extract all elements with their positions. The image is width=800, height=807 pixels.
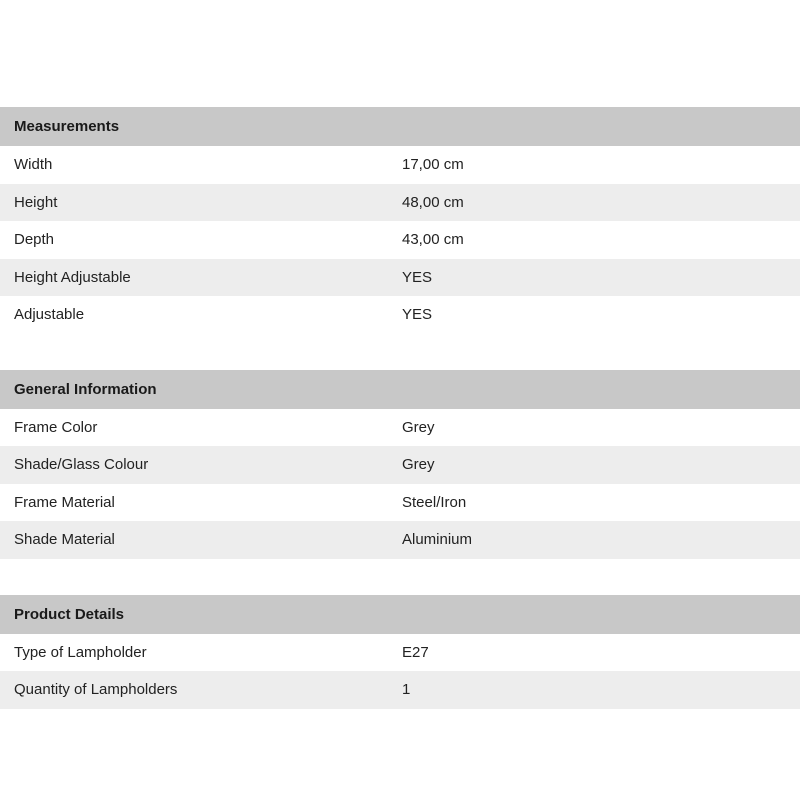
- table-row: [0, 671, 800, 709]
- table-row: [0, 221, 800, 259]
- row-label: Quantity of Lampholders: [14, 681, 178, 699]
- row-value: Grey: [402, 456, 435, 474]
- section-spacer: [0, 559, 800, 595]
- section-header-general-information: General Information: [0, 370, 800, 409]
- row-value: 43,00 cm: [402, 231, 464, 249]
- table-row: [0, 521, 800, 559]
- row-value: 48,00 cm: [402, 193, 464, 211]
- row-value: Aluminium: [402, 531, 473, 549]
- table-row: [0, 296, 800, 334]
- section-header-product-details: Product Details: [0, 595, 800, 634]
- row-value: 17,00 cm: [402, 156, 464, 174]
- row-value: 1: [402, 681, 411, 699]
- table-row: [0, 634, 800, 672]
- row-value: YES: [402, 306, 433, 324]
- section-spacer: [0, 334, 800, 370]
- row-label: Width: [14, 156, 53, 174]
- row-label: Shade/Glass Colour: [14, 456, 149, 474]
- row-label: Height Adjustable: [14, 268, 131, 286]
- section-measurements: [0, 107, 800, 334]
- bottom-spacer: [0, 709, 800, 807]
- table-row: [0, 146, 800, 184]
- table-row: [0, 409, 800, 447]
- top-spacer: [0, 0, 800, 107]
- section-product-details: [0, 595, 800, 709]
- row-value: E27: [402, 643, 429, 661]
- row-label: Shade Material: [14, 531, 115, 549]
- row-label: Adjustable: [14, 306, 85, 324]
- row-value: Steel/Iron: [402, 493, 467, 511]
- row-label: Height: [14, 193, 58, 211]
- table-row: [0, 446, 800, 484]
- table-row: [0, 184, 800, 222]
- section-header-measurements: Measurements: [0, 107, 800, 146]
- table-row: [0, 259, 800, 297]
- row-value: Grey: [402, 418, 435, 436]
- section-general-information: [0, 370, 800, 559]
- row-label: Frame Color: [14, 418, 98, 436]
- table-row: [0, 484, 800, 522]
- row-value: YES: [402, 268, 433, 286]
- row-label: Depth: [14, 231, 55, 249]
- row-label: Frame Material: [14, 493, 115, 511]
- row-label: Type of Lampholder: [14, 643, 147, 661]
